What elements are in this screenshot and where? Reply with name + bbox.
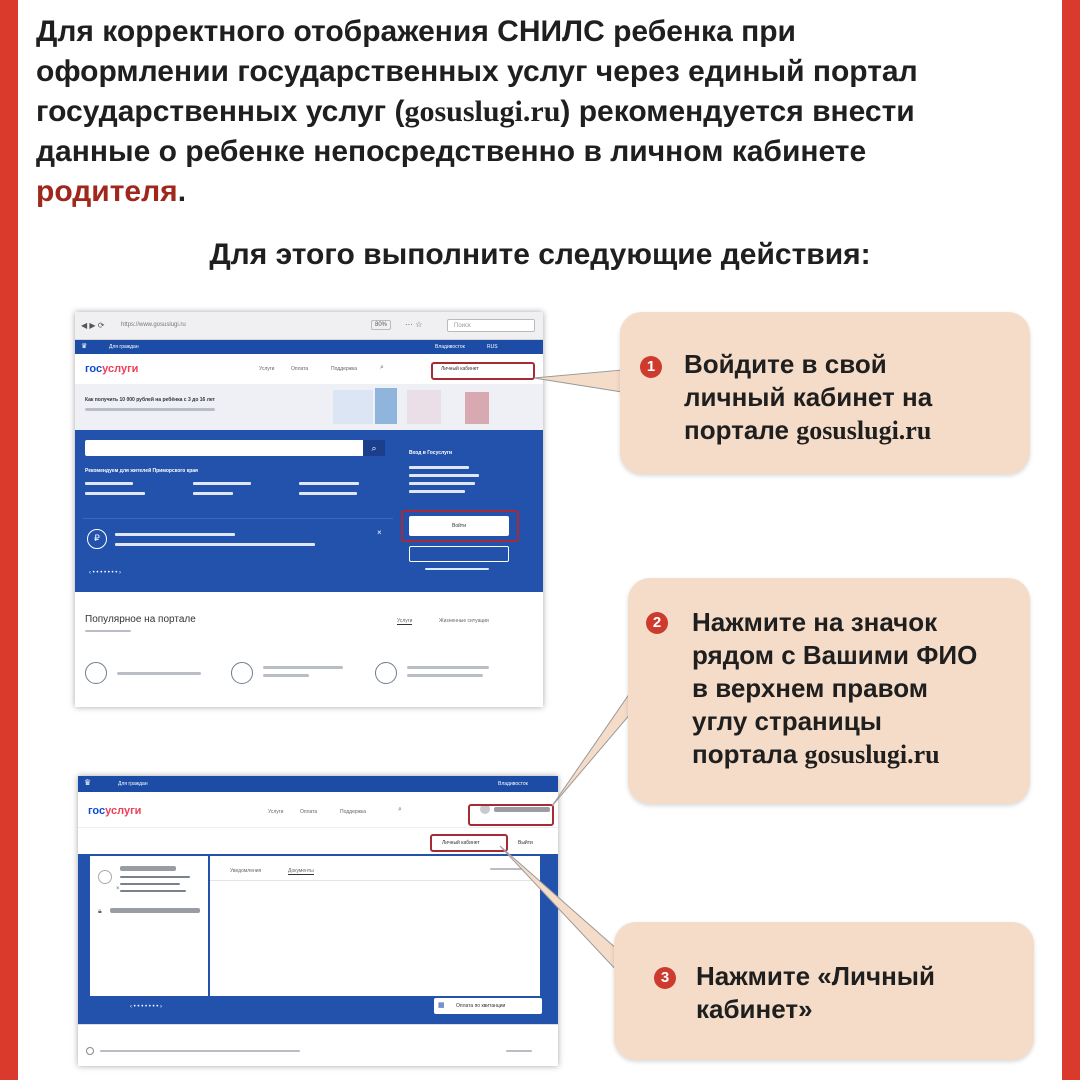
tab-life-situations[interactable]: Жизненные ситуации bbox=[439, 618, 489, 624]
nav-payment[interactable]: Оплата bbox=[291, 366, 309, 372]
callout-step-1 bbox=[620, 312, 1030, 474]
popular-title: Популярное на портале bbox=[85, 614, 196, 625]
intro-line-3-post: ) рекомендуется внести bbox=[560, 95, 915, 128]
callout-step-2 bbox=[628, 578, 1030, 804]
pointer-1 bbox=[534, 370, 622, 392]
carousel-dots[interactable]: ‹ • • • • • • • › bbox=[89, 570, 122, 576]
ruble-icon: ₽ bbox=[87, 529, 107, 549]
nav2-payment[interactable]: Оплата bbox=[300, 809, 318, 815]
profile-x-icon: × bbox=[116, 886, 120, 892]
header2-search-icon[interactable]: ⌕ bbox=[398, 806, 402, 813]
step-2-number: 2 bbox=[646, 612, 668, 634]
lk2-link[interactable]: Личный кабинет bbox=[442, 840, 480, 846]
pay-by-receipt-label: Оплата по квитанции bbox=[456, 1003, 506, 1009]
step-3-text bbox=[696, 960, 935, 1026]
nav-support[interactable]: Поддержка bbox=[331, 366, 358, 372]
intro-line-3-pre: государственных услуг ( bbox=[36, 95, 405, 128]
step-2-domain: gosuslugi.ru bbox=[804, 740, 940, 769]
steps-title: Для этого выполните следующие действия: bbox=[209, 238, 871, 271]
browser-nav-icons: ◀ ▶ ⟳ bbox=[81, 321, 105, 330]
close-icon[interactable]: × bbox=[377, 528, 382, 537]
step-1-number: 1 bbox=[640, 356, 662, 378]
step-1-line-3: портале gosuslugi.ru bbox=[684, 415, 932, 445]
intro-highlight: родителя bbox=[36, 175, 178, 208]
intro-line-2: оформлении государственных услуг через единый портал bbox=[36, 55, 918, 88]
step-3-number: 3 bbox=[654, 967, 676, 989]
step-2-line-2: рядом с Вашими ФИО bbox=[692, 640, 978, 670]
step-2-line-1: Нажмите на значок bbox=[692, 607, 938, 637]
logout-link[interactable]: Выйти bbox=[518, 840, 533, 846]
nav2-services[interactable]: Услуги bbox=[268, 809, 284, 815]
tab-documents[interactable]: Документы bbox=[288, 868, 314, 874]
city-selector[interactable]: Владивосток bbox=[435, 344, 465, 350]
nav2-support[interactable]: Поддержка bbox=[340, 809, 367, 815]
pointer-3 bbox=[500, 846, 618, 972]
step-1-line-2: личный кабинет на bbox=[684, 382, 933, 412]
region2-selector[interactable]: Для граждан bbox=[118, 781, 148, 787]
step-2-line-3: в верхнем правом bbox=[692, 673, 929, 703]
tab-notifications[interactable]: Уведомления bbox=[230, 868, 262, 874]
intro-period: . bbox=[177, 175, 187, 208]
intro-domain: gosuslugi.ru bbox=[404, 95, 561, 128]
browser-zoom[interactable]: 80% bbox=[371, 320, 391, 330]
step-1-line-1: Войдите в свой bbox=[684, 349, 887, 379]
browser-url[interactable]: https://www.gosuslugi.ru bbox=[121, 322, 186, 328]
tab-popular-services[interactable]: Услуги bbox=[397, 618, 413, 624]
language-selector[interactable]: RUS bbox=[487, 344, 498, 350]
nav-services[interactable]: Услуги bbox=[259, 366, 275, 372]
portal-search-icon[interactable]: ⌕ bbox=[363, 440, 385, 456]
step-1-domain: gosuslugi.ru bbox=[796, 416, 932, 445]
carousel2-dots[interactable]: ‹ • • • • • • • › bbox=[130, 1004, 163, 1010]
intro-line-1: Для корректного отображения СНИЛС ребенка при bbox=[36, 15, 796, 48]
pointer-2 bbox=[552, 690, 632, 806]
promo-text: Как получить 10 000 рублей на ребёнка с 3 до 16 лет bbox=[85, 397, 215, 403]
city2-selector[interactable]: Владивосток bbox=[498, 781, 528, 787]
step-3-line-2: кабинет» bbox=[696, 994, 813, 1024]
emblem-icon: ♛ bbox=[81, 343, 88, 350]
callout-step-3 bbox=[614, 922, 1034, 1060]
intro-line-4: данные о ребенке непосредственно в личном кабинете bbox=[36, 135, 867, 168]
login-button[interactable]: Войти bbox=[409, 516, 509, 536]
emblem2-icon: ♛ bbox=[84, 778, 92, 787]
lock-icon: 🔒︎ bbox=[98, 908, 102, 915]
header-search-icon[interactable]: ⌕ bbox=[380, 364, 384, 371]
step-1-text bbox=[684, 348, 932, 447]
step-2-line-4: углу страницы bbox=[692, 706, 882, 736]
qr-icon: ▦ bbox=[438, 1002, 445, 1009]
login-title: Вход в Госуслуги bbox=[409, 450, 453, 456]
step-2-line-5: портала gosuslugi.ru bbox=[692, 739, 940, 769]
gosuslugi-logo[interactable]: госуслуги bbox=[85, 363, 139, 375]
step-3-line-1: Нажмите «Личный bbox=[696, 961, 935, 991]
recommend-title: Рекомендуем для жителей Приморского края bbox=[85, 468, 198, 474]
region-selector[interactable]: Для граждан bbox=[109, 344, 139, 350]
lk-link[interactable]: Личный кабинет bbox=[441, 366, 479, 372]
step-2-text bbox=[692, 606, 977, 771]
browser-menu-icon[interactable]: ··· ☆ bbox=[405, 320, 423, 329]
gosuslugi2-logo[interactable]: госуслуги bbox=[88, 805, 142, 817]
browser-search-input[interactable]: Поиск bbox=[447, 319, 535, 332]
